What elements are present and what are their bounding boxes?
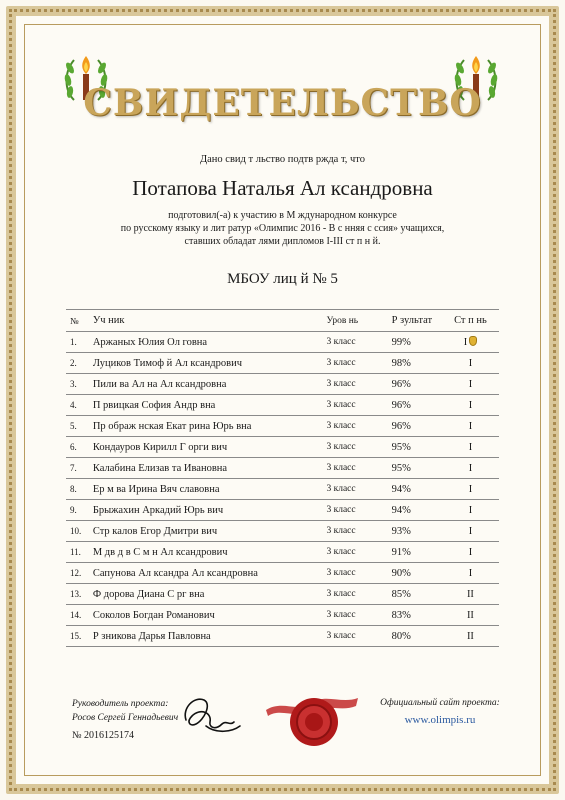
- cell-level: 3 класс: [322, 605, 379, 626]
- cell-degree: I: [442, 458, 499, 479]
- table-row: [66, 479, 499, 500]
- table-row: [66, 416, 499, 437]
- cell-level: 3 класс: [322, 500, 379, 521]
- cell-level: 3 класс: [322, 458, 379, 479]
- recipient-name: Потапова Наталья Ал ксандровна: [132, 176, 433, 200]
- cell-result: 91%: [380, 542, 442, 563]
- signature-icon: [176, 690, 246, 738]
- cell-student: Ф дорова Диана С рг вна: [89, 584, 323, 605]
- table-row: [66, 605, 499, 626]
- cell-level: 3 класс: [322, 437, 379, 458]
- cell-student: М дв д в С м н Ал ксандрович: [89, 542, 323, 563]
- table-row: [66, 332, 499, 353]
- school-name: МБОУ лиц й № 5: [227, 271, 338, 287]
- cell-number: 1.: [66, 332, 89, 353]
- medal-icon: [469, 336, 477, 346]
- table-row: [66, 584, 499, 605]
- cell-result: 99%: [380, 332, 442, 353]
- cell-degree: II: [442, 626, 499, 647]
- cell-result: 96%: [380, 395, 442, 416]
- cell-student: Калабина Елизав та Ивановна: [89, 458, 323, 479]
- cell-student: Сапунова Ал ксандра Ал ксандровна: [89, 563, 323, 584]
- cell-level: 3 класс: [322, 395, 379, 416]
- cell-number: 9.: [66, 500, 89, 521]
- cell-degree: I: [442, 395, 499, 416]
- table-row: [66, 353, 499, 374]
- leader-caption: Руководитель проекта:: [72, 699, 169, 709]
- table-row: [66, 500, 499, 521]
- cell-number: 4.: [66, 395, 89, 416]
- official-site-block: [375, 698, 505, 726]
- cell-level: 3 класс: [322, 521, 379, 542]
- cell-degree: I: [442, 353, 499, 374]
- table-row: [66, 437, 499, 458]
- cell-result: 94%: [380, 479, 442, 500]
- cell-number: 6.: [66, 437, 89, 458]
- cell-level: 3 класс: [322, 584, 379, 605]
- table-row: [66, 374, 499, 395]
- cell-student: Пили ва Ал на Ал ксандровна: [89, 374, 323, 395]
- table-row: [66, 458, 499, 479]
- cell-result: 93%: [380, 521, 442, 542]
- cell-degree: II: [442, 584, 499, 605]
- cell-degree: II: [442, 605, 499, 626]
- cell-degree: I: [442, 542, 499, 563]
- results-table: [66, 309, 499, 647]
- cell-number: 7.: [66, 458, 89, 479]
- cell-student: Р зникова Дарья Павловна: [89, 626, 323, 647]
- table-row: [66, 542, 499, 563]
- table-row: [66, 521, 499, 542]
- header-degree: Ст п нь: [442, 310, 499, 332]
- header-result: Р зультат: [380, 310, 442, 332]
- table-row: [66, 626, 499, 647]
- cell-degree: I: [442, 521, 499, 542]
- cell-degree: I: [442, 479, 499, 500]
- cell-number: 13.: [66, 584, 89, 605]
- cell-level: 3 класс: [322, 416, 379, 437]
- cell-number: 2.: [66, 353, 89, 374]
- cell-level: 3 класс: [322, 626, 379, 647]
- cell-student: Стр калов Егор Дмитри вич: [89, 521, 323, 542]
- cell-degree: I: [442, 563, 499, 584]
- site-url-link[interactable]: www.olimpis.ru: [404, 714, 476, 726]
- certificate-description: [80, 209, 485, 248]
- cell-level: 3 класс: [322, 542, 379, 563]
- cell-result: 96%: [380, 374, 442, 395]
- site-caption: Официальный сайт проекта:: [380, 698, 500, 708]
- cell-number: 8.: [66, 479, 89, 500]
- cell-number: 15.: [66, 626, 89, 647]
- header-student: Уч ник: [89, 310, 323, 332]
- cell-degree: I: [442, 437, 499, 458]
- description-line: по русскому языку и лит ратур «Олимпис 2016 - В с нняя с ссия» учащихся,: [120, 223, 445, 234]
- cell-result: 96%: [380, 416, 442, 437]
- cell-number: 10.: [66, 521, 89, 542]
- cell-degree: [442, 332, 499, 353]
- cell-result: 95%: [380, 458, 442, 479]
- certificate-number: № 2016125174: [72, 730, 135, 741]
- cell-student: Ер м ва Ирина Вяч славовна: [89, 479, 323, 500]
- table-row: [66, 563, 499, 584]
- description-line: подготовил(-а) к участию в М ждународном конкурсе: [168, 210, 397, 221]
- description-line: ставших обладат лями дипломов I-III ст п н й.: [184, 236, 381, 247]
- cell-number: 11.: [66, 542, 89, 563]
- table-header-row: [66, 310, 499, 332]
- cell-student: П рвицкая София Андр вна: [89, 395, 323, 416]
- certificate-title: СВИДЕТЕЛЬСТВО: [83, 82, 482, 124]
- cell-result: 94%: [380, 500, 442, 521]
- cell-result: 80%: [380, 626, 442, 647]
- cell-level: 3 класс: [322, 479, 379, 500]
- cell-result: 90%: [380, 563, 442, 584]
- cell-degree: I: [442, 374, 499, 395]
- cell-student: Аржаных Юлия Ол говна: [89, 332, 323, 353]
- cell-level: 3 класс: [322, 374, 379, 395]
- cell-result: 95%: [380, 437, 442, 458]
- header-number: №: [66, 310, 89, 332]
- cell-student: Брыжахин Аркадий Юрь вич: [89, 500, 323, 521]
- cell-level: 3 класс: [322, 563, 379, 584]
- cell-degree: I: [442, 416, 499, 437]
- cell-number: 12.: [66, 563, 89, 584]
- certificate-subtitle: Дано свид т льство подтв ржда т, что: [199, 154, 366, 165]
- cell-student: Соколов Богдан Романович: [89, 605, 323, 626]
- degree-value: I: [463, 337, 468, 348]
- cell-student: Пр ображ нская Екат рина Юрь вна: [89, 416, 323, 437]
- cell-result: 83%: [380, 605, 442, 626]
- cell-level: 3 класс: [322, 353, 379, 374]
- cell-student: Кондауров Кирилл Г орги вич: [89, 437, 323, 458]
- cell-level: 3 класс: [322, 332, 379, 353]
- cell-number: 14.: [66, 605, 89, 626]
- cell-result: 98%: [380, 353, 442, 374]
- leader-name: Росов Сергей Геннадьевич: [72, 713, 179, 723]
- cell-number: 3.: [66, 374, 89, 395]
- cell-degree: I: [442, 500, 499, 521]
- wax-seal-icon: [262, 682, 362, 752]
- cell-student: Луциков Тимоф й Ал ксандрович: [89, 353, 323, 374]
- header-level: Уров нь: [322, 310, 379, 332]
- cell-result: 85%: [380, 584, 442, 605]
- table-row: [66, 395, 499, 416]
- cell-number: 5.: [66, 416, 89, 437]
